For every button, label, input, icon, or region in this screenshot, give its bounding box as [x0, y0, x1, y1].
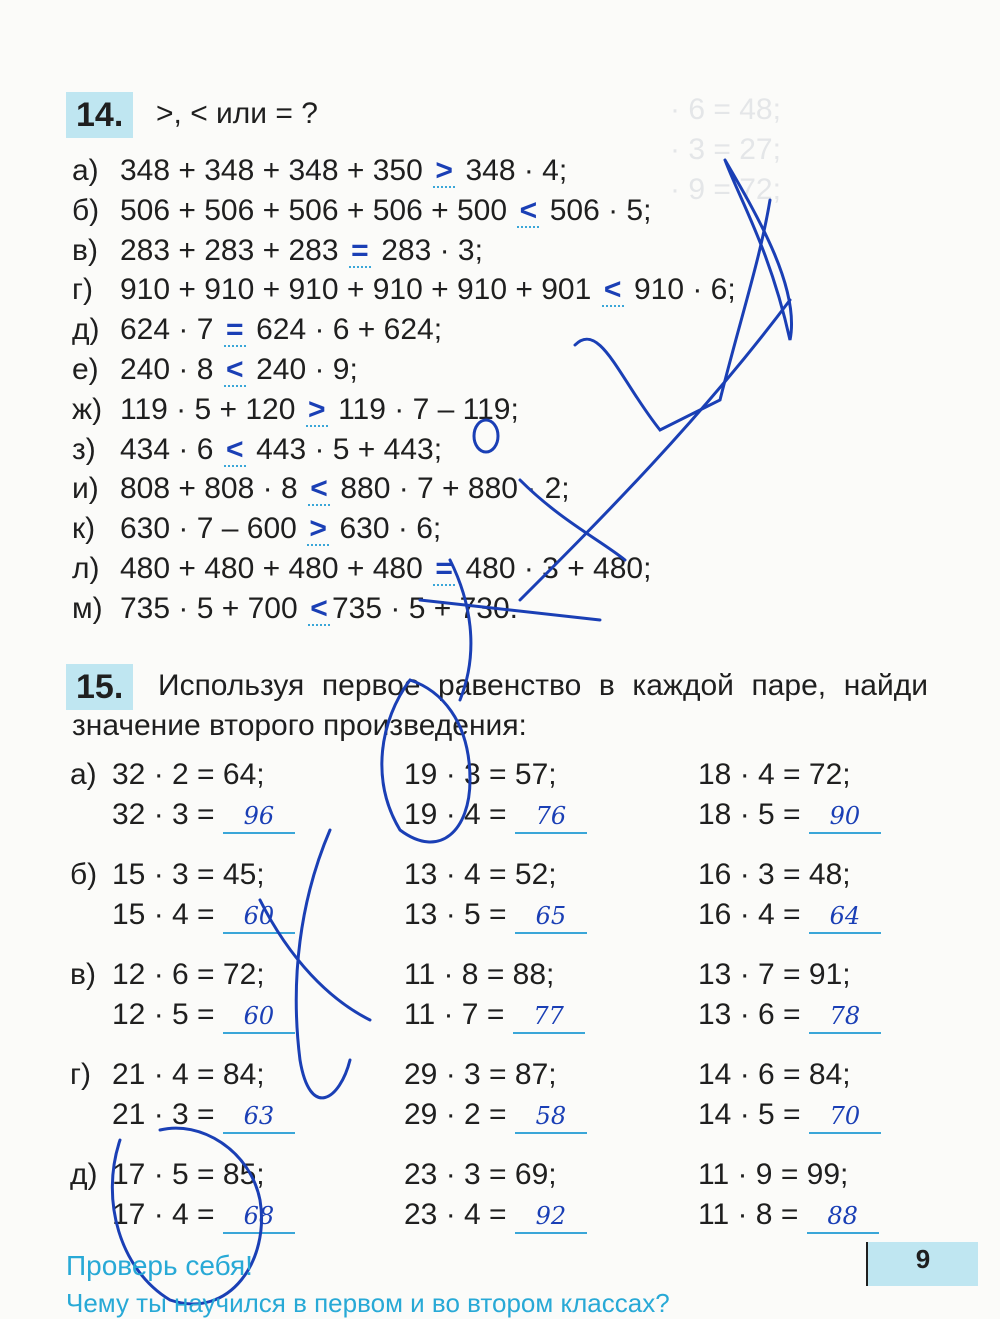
item-label: и) [72, 472, 99, 506]
item-label: м) [72, 591, 103, 625]
comparison-line [72, 351, 358, 389]
item-label: г) [72, 273, 93, 307]
answer-field[interactable]: 88 [807, 1200, 879, 1234]
product-expression: 11 · 8 = [698, 1198, 799, 1231]
comparison-sign[interactable]: > [431, 152, 457, 190]
left-expression: 630 · 7 – 600 [120, 512, 306, 546]
check-yourself-title: Проверь себя! [66, 1250, 253, 1281]
right-expression: 240 · 9; [247, 353, 358, 386]
given-equation: 17 · 5 = 85; [112, 1158, 265, 1191]
left-expression: 348 + 348 + 348 + 350 [120, 154, 432, 187]
given-equation: 21 · 4 = 84; [112, 1058, 265, 1091]
answer-field[interactable]: 77 [513, 1000, 585, 1034]
item-label: а) [72, 154, 99, 187]
product-expression: 21 · 3 = [112, 1098, 215, 1131]
comparison-sign[interactable]: < [600, 271, 626, 309]
target-product [404, 896, 587, 934]
group-label: в) [70, 958, 96, 991]
comparison-sign[interactable]: = [347, 232, 373, 270]
right-expression: 624 · 6 + 624; [247, 313, 443, 347]
target-product [698, 896, 881, 934]
right-expression: 506 · 5; [541, 193, 652, 227]
group-label: г) [70, 1058, 91, 1091]
item-label: з) [72, 432, 96, 466]
right-expression: 348 · 4; [457, 154, 568, 187]
answer-field[interactable]: 76 [515, 800, 587, 834]
left-expression: 624 · 7 [120, 313, 222, 347]
group-label: д) [70, 1158, 98, 1191]
item-label: в) [72, 233, 98, 267]
given-equation: 12 · 6 = 72; [112, 958, 265, 991]
comparison-sign[interactable]: > [304, 391, 330, 429]
product-expression: 15 · 4 = [112, 898, 215, 931]
target-product [698, 996, 881, 1034]
answer-field[interactable]: 96 [223, 800, 295, 834]
target-product [112, 1096, 295, 1134]
product-expression: 29 · 2 = [404, 1098, 507, 1131]
right-expression: 119 · 7 – 119; [329, 392, 519, 426]
given-equation: 14 · 6 = 84; [698, 1058, 851, 1091]
left-expression: 119 · 5 + 120 [120, 392, 304, 426]
comparison-line [72, 470, 570, 508]
target-product [698, 1196, 879, 1234]
left-expression: 808 + 808 · 8 [120, 472, 306, 506]
given-equation: 19 · 3 = 57; [404, 758, 557, 791]
answer-field[interactable]: 58 [515, 1100, 587, 1134]
answer-field[interactable]: 68 [223, 1200, 295, 1234]
answer-field[interactable]: 92 [515, 1200, 587, 1234]
right-expression: 283 · 3; [372, 233, 483, 267]
right-expression: 880 · 7 + 880 · 2; [331, 472, 570, 506]
target-product [112, 796, 295, 834]
answer-field[interactable]: 78 [809, 1000, 881, 1034]
given-equation: 15 · 3 = 45; [112, 858, 265, 891]
given-equation: 23 · 3 = 69; [404, 1158, 557, 1191]
item-label: к) [72, 512, 96, 546]
task-14-prompt: >, < или = ? [156, 97, 318, 130]
group-label: а) [70, 758, 97, 791]
left-expression: 434 · 6 [120, 432, 222, 466]
comparison-line [72, 192, 651, 230]
left-expression: 735 · 5 + 700 [120, 591, 306, 625]
comparison-sign[interactable]: < [222, 431, 248, 469]
answer-field[interactable]: 64 [809, 900, 881, 934]
task-15-number: 15. [66, 664, 133, 710]
target-product [112, 1196, 295, 1234]
right-expression: 443 · 5 + 443; [247, 432, 443, 466]
comparison-sign[interactable]: = [222, 311, 248, 349]
comparison-sign[interactable]: = [431, 550, 457, 588]
answer-field[interactable]: 70 [809, 1100, 881, 1134]
item-label: л) [72, 552, 100, 585]
comparison-line [72, 391, 519, 429]
product-expression: 11 · 7 = [404, 998, 505, 1031]
section-subtitle: Чему ты научился в первом и во втором классах? [66, 1288, 670, 1318]
given-equation: 18 · 4 = 72; [698, 758, 851, 791]
comparison-line [72, 431, 442, 469]
right-expression: 910 · 6; [625, 273, 736, 307]
task-14-number: 14. [66, 92, 133, 138]
product-expression: 18 · 5 = [698, 798, 801, 831]
given-equation: 29 · 3 = 87; [404, 1058, 557, 1091]
product-expression: 13 · 5 = [404, 898, 507, 931]
answer-field[interactable]: 60 [223, 900, 295, 934]
given-equation: 13 · 7 = 91; [698, 958, 851, 991]
comparison-sign[interactable]: > [305, 510, 331, 548]
left-expression: 506 + 506 + 506 + 506 + 500 [120, 193, 516, 227]
comparison-sign[interactable]: < [515, 192, 541, 230]
target-product [698, 1096, 881, 1134]
target-product [404, 1196, 587, 1234]
page-number: 9 [866, 1242, 978, 1286]
comparison-line [72, 232, 483, 270]
left-expression: 283 + 283 + 283 [120, 233, 347, 267]
comparison-line [72, 510, 441, 548]
comparison-sign[interactable]: < [222, 351, 248, 389]
product-expression: 17 · 4 = [112, 1198, 215, 1231]
answer-field[interactable]: 63 [223, 1100, 295, 1134]
product-expression: 19 · 4 = [404, 798, 507, 831]
product-expression: 12 · 5 = [112, 998, 215, 1031]
item-label: е) [72, 353, 99, 386]
item-label: д) [72, 313, 100, 347]
product-expression: 32 · 3 = [112, 798, 215, 831]
item-label: ж) [72, 392, 103, 426]
given-equation: 13 · 4 = 52; [404, 858, 557, 891]
target-product [698, 796, 881, 834]
product-expression: 14 · 5 = [698, 1098, 801, 1131]
product-expression: 16 · 4 = [698, 898, 801, 931]
comparison-line [72, 271, 736, 309]
comparison-sign[interactable]: < [306, 470, 332, 508]
target-product [404, 996, 585, 1034]
answer-field[interactable]: 60 [223, 1000, 295, 1034]
target-product [112, 896, 295, 934]
given-equation: 11 · 8 = 88; [404, 958, 555, 991]
answer-field[interactable]: 90 [809, 800, 881, 834]
product-expression: 13 · 6 = [698, 998, 801, 1031]
left-expression: 480 + 480 + 480 + 480 [120, 552, 432, 585]
comparison-line [72, 311, 442, 349]
answer-field[interactable]: 65 [515, 900, 587, 934]
product-expression: 23 · 4 = [404, 1198, 507, 1231]
comparison-sign[interactable]: < [306, 590, 332, 628]
given-equation: 16 · 3 = 48; [698, 858, 851, 891]
right-expression: 630 · 6; [331, 512, 442, 546]
left-expression: 240 · 8 [120, 353, 222, 386]
given-equation: 32 · 2 = 64; [112, 758, 265, 791]
target-product [404, 796, 587, 834]
left-expression: 910 + 910 + 910 + 910 + 910 + 901 [120, 273, 600, 307]
task-15-intro: Используя первое равенство в каждой паре, найди значение второго произведения: [72, 669, 928, 742]
bleed-through-decoration: · 6 = 48; · 3 = 27; · 9 = 72; [670, 93, 781, 206]
target-product [404, 1096, 587, 1134]
target-product [112, 996, 295, 1034]
given-equation: 11 · 9 = 99; [698, 1158, 849, 1191]
comparison-line [72, 152, 567, 190]
comparison-line [72, 590, 518, 628]
right-expression: 480 · 3 + 480; [457, 552, 652, 585]
item-label: б) [72, 193, 100, 227]
group-label: б) [70, 858, 98, 891]
comparison-line [72, 550, 651, 588]
right-expression: 735 · 5 + 730. [331, 591, 518, 625]
